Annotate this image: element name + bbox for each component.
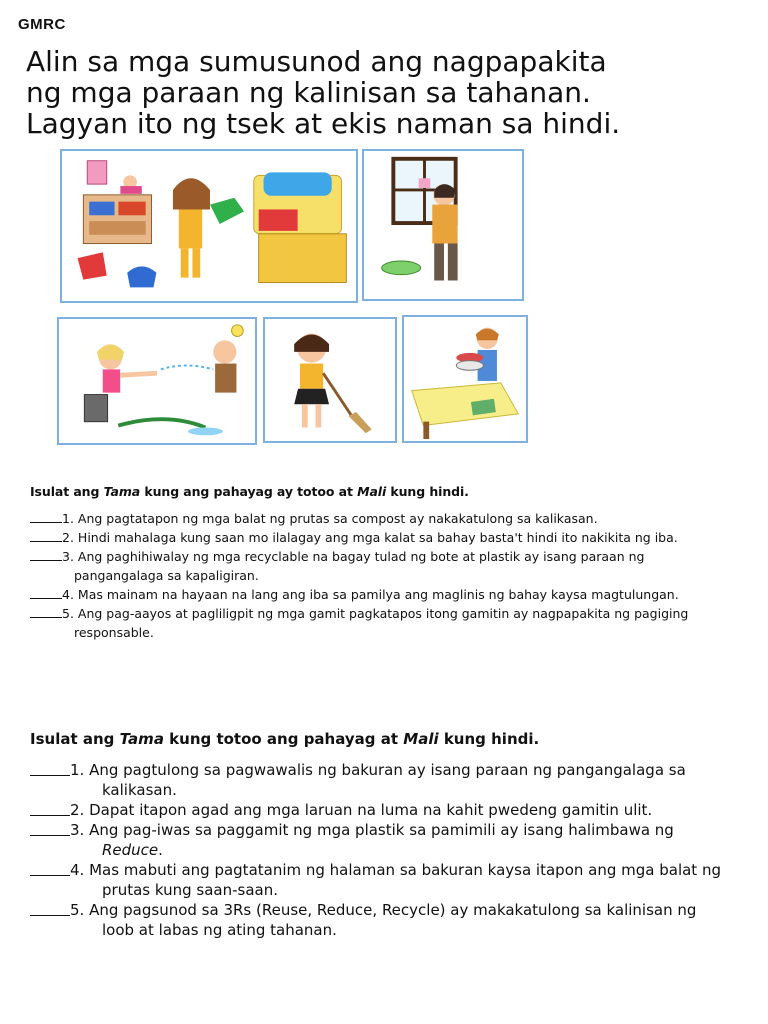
section-1-item-3: 3. Ang paghihiwalay ng mga recyclable na bagay tulad ng bote at plastik ay isang paraan ng pangangalaga sa kapaligiran.	[30, 547, 730, 585]
section-2-title: Isulat ang Tama kung totoo ang pahayag at Mali kung hindi.	[30, 730, 540, 748]
answer-blank[interactable]	[30, 900, 70, 916]
instruction-line-3: Lagyan ito ng tsek at ekis naman sa hindi.	[26, 107, 621, 140]
section-2-item-1: 1. Ang pagtulong sa pagwawalis ng bakuran ay isang paraan ng pangangalaga sa kalikasan.	[30, 760, 730, 800]
answer-blank[interactable]	[30, 604, 62, 618]
subject-label: GMRC	[18, 16, 66, 33]
section-2-true-false	[30, 730, 730, 940]
section-2-item-4: 4. Mas mabuti ang pagtatanim ng halaman sa bakuran kaysa itapon ang mga balat ng prutas kung saan-saan.	[30, 860, 730, 900]
answer-blank[interactable]	[30, 509, 62, 523]
instruction-line-2: ng mga paraan ng kalinisan sa tahanan.	[26, 76, 591, 109]
answer-blank[interactable]	[30, 585, 62, 599]
window-cleaning-illustration	[362, 149, 524, 301]
sweeping-illustration	[263, 317, 397, 443]
messy-room-illustration	[60, 149, 358, 303]
section-1-true-false	[30, 484, 730, 642]
answer-blank[interactable]	[30, 760, 70, 776]
section-2-item-2: 2. Dapat itapon agad ang mga laruan na luma na kahit pwedeng gamitin ulit.	[30, 800, 730, 820]
section-2-item-3: 3. Ang pag-iwas sa paggamit ng mga plastik sa pamimili ay isang halimbawa ng Reduce.	[30, 820, 730, 860]
answer-blank[interactable]	[30, 800, 70, 816]
section-1-item-1: 1. Ang pagtatapon ng mga balat ng prutas sa compost ay nakakatulong sa kalikasan.	[30, 509, 730, 528]
answer-blank[interactable]	[30, 860, 70, 876]
dishes-carrying-illustration	[402, 315, 528, 443]
answer-blank[interactable]	[30, 528, 62, 542]
main-instruction	[26, 46, 746, 139]
section-2-item-5: 5. Ang pagsunod sa 3Rs (Reuse, Reduce, Recycle) ay makakatulong sa kalinisan ng loob at labas ng ating tahanan.	[30, 900, 730, 940]
answer-blank[interactable]	[30, 820, 70, 836]
section-1-title: Isulat ang Tama kung ang pahayag ay totoo at Mali kung hindi.	[30, 484, 469, 499]
section-1-item-5: 5. Ang pag-aayos at pagliligpit ng mga gamit pagkatapos itong gamitin ay nagpapakita ng pagiging responsable.	[30, 604, 730, 642]
instruction-line-1: Alin sa mga sumusunod ang nagpapakita	[26, 45, 607, 78]
section-1-item-2: 2. Hindi mahalaga kung saan mo ilalagay ang mga kalat sa bahay basta't hindi ito nakikita ng iba.	[30, 528, 730, 547]
water-play-illustration	[57, 317, 257, 445]
section-1-item-4: 4. Mas mainam na hayaan na lang ang iba sa pamilya ang maglinis ng bahay kaysa magtulungan.	[30, 585, 730, 604]
answer-blank[interactable]	[30, 547, 62, 561]
